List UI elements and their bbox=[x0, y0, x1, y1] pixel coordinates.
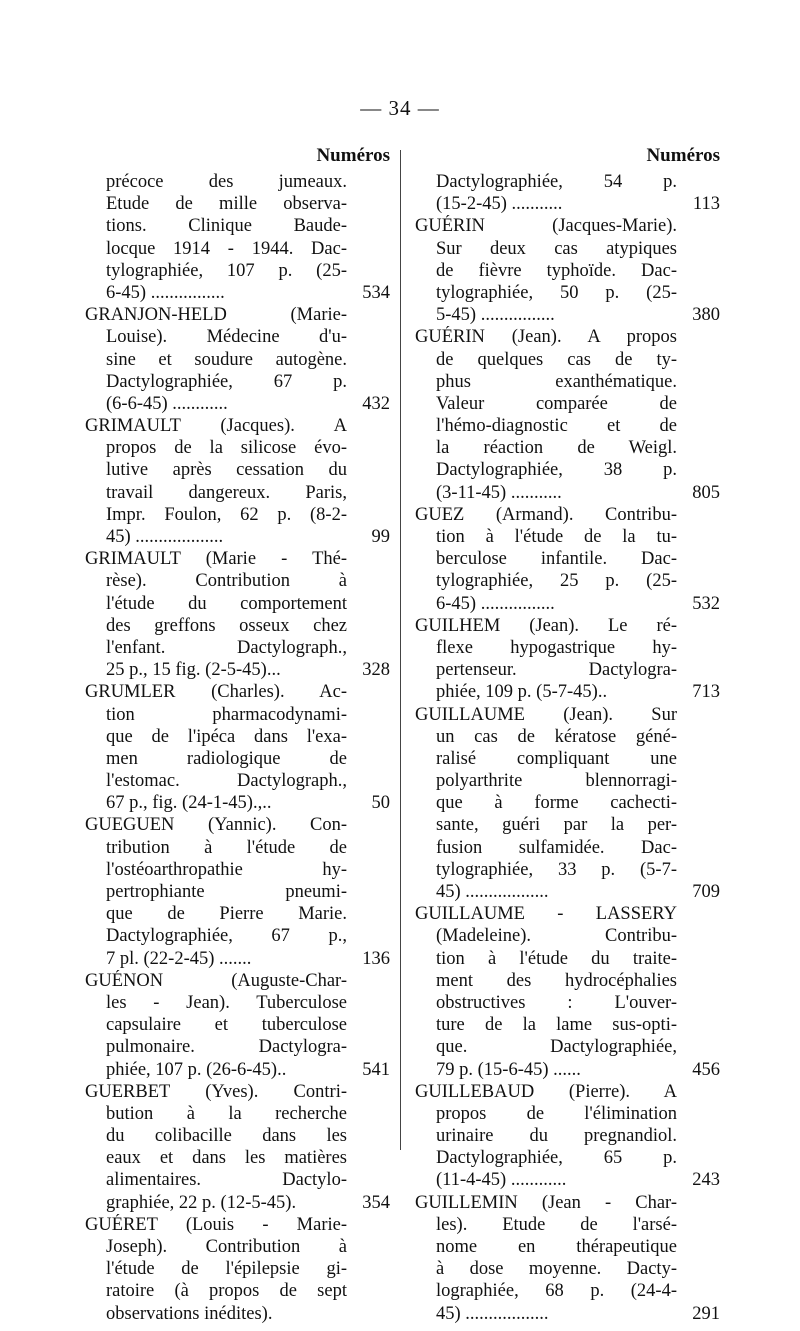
entry-text: GUÉRIN (Jean). A propos bbox=[415, 327, 677, 348]
entry-text: (15-2-45) ........... bbox=[436, 194, 563, 215]
entry-number: 291 bbox=[692, 1303, 720, 1324]
entry-line bbox=[415, 371, 720, 393]
entry-text: 7 pl. (22-2-45) ....... bbox=[106, 948, 252, 969]
entry-number: 243 bbox=[692, 1170, 720, 1191]
entry-line bbox=[85, 371, 390, 393]
entry-line bbox=[415, 1103, 720, 1125]
entry-text: tion à l'étude du traite- bbox=[436, 948, 677, 969]
entry-text: du colibacille dans les bbox=[106, 1126, 347, 1147]
entry-number: 354 bbox=[362, 1192, 390, 1213]
entry-text: GRUMLER (Charles). Ac- bbox=[85, 682, 347, 703]
entry-line bbox=[415, 326, 720, 348]
entry-line bbox=[85, 548, 390, 570]
entry-line bbox=[415, 1258, 720, 1280]
entry-line bbox=[85, 260, 390, 282]
entry-line bbox=[85, 437, 390, 459]
entry-text: sante, guéri par la per- bbox=[436, 815, 677, 836]
entry-text: obstructives : L'ouver- bbox=[436, 992, 677, 1013]
entry-text: locque 1914 - 1944. Dac- bbox=[106, 238, 347, 259]
entry-number: 380 bbox=[692, 305, 720, 326]
entry-text: tylographiée, 107 p. (25- bbox=[106, 260, 347, 281]
entry-line bbox=[85, 637, 390, 659]
entry-text: tylographiée, 50 p. (25- bbox=[436, 282, 677, 303]
entry-line bbox=[85, 349, 390, 371]
entry-text: 79 p. (15-6-45) ...... bbox=[436, 1059, 581, 1080]
entry-number: 456 bbox=[692, 1059, 720, 1080]
entry-text: Louise). Médecine d'u- bbox=[106, 327, 347, 348]
entry-line bbox=[85, 215, 390, 237]
entry-text: GRANJON-HELD (Marie- bbox=[85, 305, 347, 326]
entry-text: propos de l'élimination bbox=[436, 1103, 677, 1124]
entry-text: 67 p., fig. (24-1-45).,.. bbox=[106, 793, 272, 814]
entry-line bbox=[415, 1125, 720, 1147]
entry-text: de fièvre typhoïde. Dac- bbox=[436, 260, 677, 281]
entry-line bbox=[415, 637, 720, 659]
entry-text: polyarthrite blennorragi- bbox=[436, 771, 677, 792]
entry-text: pertenseur. Dactylogra- bbox=[436, 660, 677, 681]
entry-text: l'ostéoarthropathie hy- bbox=[106, 859, 347, 880]
entry-number: 713 bbox=[692, 682, 720, 703]
entry-text: les - Jean). Tuberculose bbox=[106, 992, 347, 1013]
entry-text: que à forme cachecti- bbox=[436, 793, 677, 814]
entry-text: l'étude de l'épilepsie gi- bbox=[106, 1259, 347, 1280]
entry-number: 99 bbox=[371, 527, 390, 547]
entry-line bbox=[415, 1214, 720, 1236]
entry-text: que. Dactylographiée, bbox=[436, 1037, 677, 1058]
entry-line bbox=[415, 814, 720, 836]
entry-text: berculose infantile. Dac- bbox=[436, 549, 677, 570]
entry-text: (11-4-45) ............ bbox=[436, 1170, 567, 1191]
entry-text: men radiologique de bbox=[106, 748, 347, 769]
entry-number: 709 bbox=[692, 882, 720, 902]
entry-line bbox=[415, 970, 720, 992]
column-divider bbox=[400, 150, 401, 1150]
entry-line bbox=[85, 1280, 390, 1302]
entry-text: alimentaires. Dactylo- bbox=[106, 1170, 347, 1191]
entry-line bbox=[415, 615, 720, 637]
entry-text: eaux et dans les matières bbox=[106, 1148, 347, 1169]
entry-text: (6-6-45) ............ bbox=[106, 393, 228, 414]
entry-line bbox=[415, 282, 720, 304]
entry-line bbox=[85, 1169, 390, 1191]
entry-line-with-number bbox=[415, 881, 720, 903]
entry-text: GUEZ (Armand). Contribu- bbox=[415, 504, 677, 525]
entry-line bbox=[415, 1192, 720, 1214]
entry-line bbox=[415, 238, 720, 260]
entry-text: GUEGUEN (Yannic). Con- bbox=[85, 815, 347, 836]
entry-number: 50 bbox=[371, 793, 390, 814]
entry-line bbox=[85, 1147, 390, 1169]
entry-line bbox=[85, 992, 390, 1014]
entry-line bbox=[415, 903, 720, 925]
entry-number: 541 bbox=[362, 1059, 390, 1080]
entry-text: GRIMAULT (Jacques). A bbox=[85, 416, 347, 437]
entry-line bbox=[415, 948, 720, 970]
entry-line bbox=[415, 1147, 720, 1169]
entry-line bbox=[415, 792, 720, 814]
entry-text: GUILLAUME (Jean). Sur bbox=[415, 704, 677, 725]
entry-line bbox=[415, 526, 720, 548]
entry-text: Valeur comparée de bbox=[436, 393, 677, 414]
right-column bbox=[415, 146, 720, 1325]
entry-number: 805 bbox=[692, 482, 720, 503]
entry-line bbox=[415, 393, 720, 415]
entry-text: 6-45) ................ bbox=[436, 593, 555, 614]
entry-text: rèse). Contribution à bbox=[106, 571, 347, 592]
entry-line-with-number bbox=[85, 1059, 390, 1081]
entry-text: que de l'ipéca dans l'exa- bbox=[106, 726, 347, 747]
entry-line bbox=[415, 504, 720, 526]
entry-text: l'estomac. Dactylograph., bbox=[106, 771, 347, 792]
entry-line-with-number bbox=[415, 482, 720, 504]
entry-text: (Madeleine). Contribu- bbox=[436, 926, 677, 947]
entry-line bbox=[85, 881, 390, 903]
entry-line bbox=[415, 260, 720, 282]
entry-line bbox=[415, 1081, 720, 1103]
entry-text: 45) .................. bbox=[436, 1303, 549, 1324]
entry-text: GUERBET (Yves). Contri- bbox=[85, 1081, 347, 1102]
left-column bbox=[85, 146, 390, 1325]
entry-text: l'enfant. Dactylograph., bbox=[106, 637, 347, 658]
entry-text: ralisé compliquant une bbox=[436, 748, 677, 769]
entry-text: 25 p., 15 fig. (2-5-45)... bbox=[106, 660, 281, 681]
entry-text: capsulaire et tuberculose bbox=[106, 1015, 347, 1036]
entry-text: Dactylographiée, 65 p. bbox=[436, 1148, 677, 1169]
column-header: Numéros bbox=[646, 145, 720, 166]
entry-line bbox=[415, 1236, 720, 1258]
entry-text: Dactylographiée, 67 p., bbox=[106, 926, 347, 947]
entry-line bbox=[415, 770, 720, 792]
entry-line bbox=[85, 193, 390, 215]
entry-text: que de Pierre Marie. bbox=[106, 904, 347, 925]
entry-line-with-number bbox=[415, 304, 720, 326]
entry-line bbox=[415, 1280, 720, 1302]
entry-line-with-number bbox=[415, 593, 720, 615]
entry-text: tylographiée, 25 p. (25- bbox=[436, 571, 677, 592]
right-entry-lines bbox=[415, 171, 720, 1325]
entry-text: tions. Clinique Baude- bbox=[106, 216, 347, 237]
entry-text: GUÉRIN (Jacques-Marie). bbox=[415, 216, 677, 237]
entry-line bbox=[85, 459, 390, 481]
entry-number: 136 bbox=[362, 948, 390, 969]
entry-text: sine et soudure autogène. bbox=[106, 349, 347, 370]
entry-text: à dose moyenne. Dacty- bbox=[436, 1259, 677, 1280]
entry-text: nome en thérapeutique bbox=[436, 1237, 677, 1257]
entry-text: ratoire (à propos de sept bbox=[106, 1281, 347, 1302]
entry-text: GUILLEMIN (Jean - Char- bbox=[415, 1192, 677, 1213]
entry-text: pertrophiante pneumi- bbox=[106, 882, 347, 902]
entry-text: précoce des jumeaux. bbox=[106, 172, 347, 192]
entry-line bbox=[85, 770, 390, 792]
entry-line-with-number bbox=[415, 193, 720, 215]
entry-line bbox=[85, 304, 390, 326]
entry-text: urinaire du pregnandiol. bbox=[436, 1126, 677, 1147]
entry-text: GUILLEBAUD (Pierre). A bbox=[415, 1081, 677, 1102]
entry-text: bution à la recherche bbox=[106, 1103, 347, 1124]
entry-line bbox=[85, 570, 390, 592]
entry-text: Dactylographiée, 67 p. bbox=[106, 371, 347, 392]
entry-line-with-number bbox=[85, 792, 390, 814]
entry-text: Joseph). Contribution à bbox=[106, 1237, 347, 1257]
entry-line bbox=[415, 748, 720, 770]
entry-text: un cas de kératose géné- bbox=[436, 726, 677, 747]
entry-line bbox=[415, 992, 720, 1014]
entry-number: 113 bbox=[692, 194, 720, 215]
entry-line bbox=[415, 459, 720, 481]
entry-line bbox=[415, 570, 720, 592]
entry-line bbox=[85, 1236, 390, 1258]
entry-line bbox=[415, 704, 720, 726]
entry-text: GUÉNON (Auguste-Char- bbox=[85, 970, 347, 991]
entry-text: travail dangereux. Paris, bbox=[106, 482, 347, 503]
entry-text: (3-11-45) ........... bbox=[436, 482, 562, 503]
entry-number: 532 bbox=[692, 593, 720, 614]
entry-line bbox=[85, 1214, 390, 1236]
entry-line bbox=[85, 504, 390, 526]
entry-text: les). Etude de l'arsé- bbox=[436, 1214, 677, 1235]
entry-text: tylographiée, 33 p. (5-7- bbox=[436, 859, 677, 880]
entry-text: tion pharmacodynami- bbox=[106, 704, 347, 725]
entry-text: flexe hypogastrique hy- bbox=[436, 637, 677, 658]
entry-line bbox=[415, 659, 720, 681]
entry-text: l'hémo-diagnostic et de bbox=[436, 416, 677, 437]
entry-line-with-number bbox=[415, 681, 720, 703]
page-number: — 34 — bbox=[360, 96, 440, 120]
entry-text: Dactylographiée, 54 p. bbox=[436, 172, 677, 192]
entry-text: GUILHEM (Jean). Le ré- bbox=[415, 615, 677, 636]
entry-line bbox=[85, 415, 390, 437]
entry-line-with-number bbox=[85, 526, 390, 548]
entry-line bbox=[415, 726, 720, 748]
entry-text: ment des hydrocéphalies bbox=[436, 970, 677, 991]
entry-text: tion à l'étude de la tu- bbox=[436, 527, 677, 547]
entry-line bbox=[85, 482, 390, 504]
entry-text: propos de la silicose évo- bbox=[106, 438, 347, 459]
entry-text: phus exanthématique. bbox=[436, 371, 677, 392]
entry-text: GUILLAUME - LASSERY bbox=[415, 904, 677, 925]
entry-line bbox=[85, 1303, 390, 1325]
entry-text: 5-45) ................ bbox=[436, 305, 555, 326]
entry-line bbox=[85, 814, 390, 836]
entry-line bbox=[415, 859, 720, 881]
entry-line bbox=[85, 704, 390, 726]
entry-text: tribution à l'étude de bbox=[106, 837, 347, 858]
entry-text: ture de la lame sus-opti- bbox=[436, 1015, 677, 1036]
entry-text: Sur deux cas atypiques bbox=[436, 238, 677, 259]
entry-text: la réaction de Weigl. bbox=[436, 438, 677, 459]
entry-line bbox=[85, 681, 390, 703]
entry-number: 534 bbox=[362, 282, 390, 303]
entry-text: de quelques cas de ty- bbox=[436, 349, 677, 370]
entry-text: fusion sulfamidée. Dac- bbox=[436, 837, 677, 858]
entry-text: GUÉRET (Louis - Marie- bbox=[85, 1214, 347, 1235]
entry-text: 6-45) ................ bbox=[106, 282, 225, 303]
entry-line-with-number bbox=[85, 948, 390, 970]
entry-line bbox=[415, 171, 720, 193]
entry-line bbox=[415, 349, 720, 371]
entry-text: graphiée, 22 p. (12-5-45). bbox=[106, 1192, 297, 1213]
entry-line bbox=[415, 548, 720, 570]
entry-line-with-number bbox=[85, 1192, 390, 1214]
entry-line bbox=[85, 859, 390, 881]
entry-line bbox=[85, 903, 390, 925]
entry-line bbox=[85, 171, 390, 193]
entry-line bbox=[415, 437, 720, 459]
entry-line bbox=[415, 1014, 720, 1036]
entry-line bbox=[415, 1036, 720, 1058]
entry-line bbox=[415, 415, 720, 437]
entry-line-with-number bbox=[85, 393, 390, 415]
entry-text: pulmonaire. Dactylogra- bbox=[106, 1037, 347, 1058]
entry-line-with-number bbox=[415, 1303, 720, 1325]
entry-line bbox=[85, 593, 390, 615]
entry-text: phiée, 109 p. (5-7-45).. bbox=[436, 682, 608, 703]
entry-text: des greffons osseux chez bbox=[106, 615, 347, 636]
entry-line bbox=[85, 1258, 390, 1280]
entry-text: phiée, 107 p. (26-6-45).. bbox=[106, 1059, 287, 1080]
entry-line bbox=[85, 726, 390, 748]
entry-text: Dactylographiée, 38 p. bbox=[436, 460, 677, 481]
entry-line bbox=[85, 1036, 390, 1058]
entry-number: 328 bbox=[362, 660, 390, 681]
entry-line bbox=[85, 238, 390, 260]
entry-text: 45) ................... bbox=[106, 527, 224, 547]
entry-text: GRIMAULT (Marie - Thé- bbox=[85, 549, 347, 570]
entry-line bbox=[415, 837, 720, 859]
left-entry-lines bbox=[85, 171, 390, 1325]
entry-text: lutive après cessation du bbox=[106, 460, 347, 481]
entry-text: lographiée, 68 p. (24-4- bbox=[436, 1281, 677, 1302]
entry-line bbox=[85, 615, 390, 637]
entry-line-with-number bbox=[415, 1169, 720, 1191]
entry-text: observations inédites). bbox=[106, 1303, 273, 1324]
entry-text: l'étude du comportement bbox=[106, 593, 347, 614]
entry-line-with-number bbox=[85, 659, 390, 681]
entry-line bbox=[85, 1014, 390, 1036]
entry-line bbox=[85, 326, 390, 348]
entry-line bbox=[415, 215, 720, 237]
entry-text: 45) .................. bbox=[436, 882, 549, 902]
column-header: Numéros bbox=[316, 145, 390, 166]
entry-line bbox=[85, 837, 390, 859]
entry-line-with-number bbox=[415, 1059, 720, 1081]
entry-line bbox=[85, 1125, 390, 1147]
entry-line bbox=[85, 925, 390, 947]
entry-line bbox=[85, 1081, 390, 1103]
entry-line-with-number bbox=[85, 282, 390, 304]
entry-line bbox=[85, 748, 390, 770]
entry-number: 432 bbox=[362, 393, 390, 414]
entry-text: Etude de mille observa- bbox=[106, 194, 347, 215]
entry-line bbox=[85, 1103, 390, 1125]
entry-text: Impr. Foulon, 62 p. (8-2- bbox=[106, 504, 347, 525]
entry-line bbox=[85, 970, 390, 992]
entry-line bbox=[415, 925, 720, 947]
